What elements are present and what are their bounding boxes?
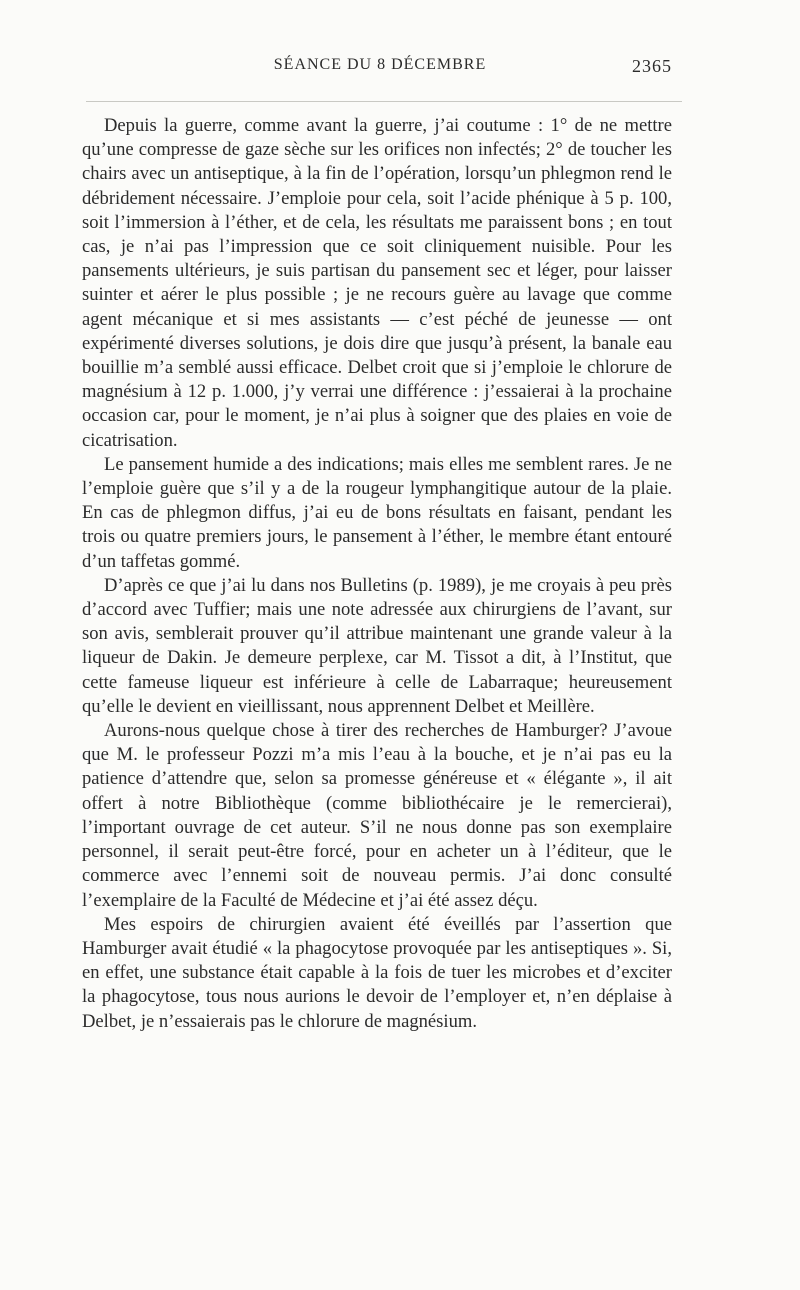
page-number: 2365 xyxy=(632,56,672,76)
running-title: SÉANCE DU 8 DÉCEMBRE xyxy=(273,56,487,73)
header-rule xyxy=(86,101,682,102)
paragraph: Aurons-nous quelque chose à tirer des recherches de Hamburger? J’avoue que M. le professeur Pozzi m’a mis l’eau à la bouche, et je n’ai pas eu la patience d’attendre que, selon sa promesse généreuse et « élégante », il ait offert à notre Bibliothèque (comme bibliothécaire je le remercierai), l’important ouvrage de cet auteur. S’il ne nous donne pas son exemplaire personnel, il serait peut-être forcé, pour en acheter un à l’éditeur, que le commerce avec l’ennemi soit de nouveau permis. J’ai donc consulté l’exemplaire de la Faculté de Médecine et j’ai été assez déçu. xyxy=(82,720,672,911)
paragraph: D’après ce que j’ai lu dans nos Bulletins (p. 1989), je me croyais à peu près d’accord avec Tuffier; mais une note adressée aux chirurgiens de l’avant, sur son avis, semblerait prouver qu’il attribue maintenant une grande valeur à la liqueur de Dakin. Je demeure perplexe, car M. Tissot a dit, à l’Institut, que cette fameuse liqueur est inférieure à celle de Labarraque; heureusement qu’elle le devient en vieillissant, nous apprennent Delbet et Meillère. xyxy=(82,574,672,717)
running-head xyxy=(88,56,672,86)
body-text xyxy=(82,114,672,1034)
paragraph: Mes espoirs de chirurgien avaient été éveillés par l’assertion que Hamburger avait étudié « la phagocytose provoquée par les antiseptiques ». Si, en effet, une substance était capable à la fois de tuer les microbes et d’exciter la phagocytose, tous nous aurions le devoir de l’employer et, n’en déplaise à Delbet, je n’essaierais pas le chlorure de magnésium. xyxy=(82,913,672,1032)
paragraph: Le pansement humide a des indications; mais elles me semblent rares. Je ne l’emploie guère que s’il y a de la rougeur lymphangitique autour de la plaie. En cas de phlegmon diffus, j’ai eu de bons résultats en faisant, pendant les trois ou quatre premiers jours, le pansement à l’éther, le membre étant entouré d’un taffetas gommé. xyxy=(82,453,672,572)
paragraph: Depuis la guerre, comme avant la guerre, j’ai coutume : 1° de ne mettre qu’une compresse de gaze sèche sur les orifices non infectés; 2° de toucher les chairs avec un antiseptique, à la fin de l’opération, lorsqu’un phlegmon rend le débridement nécessaire. J’emploie pour cela, soit l’acide phénique à 5 p. 100, soit l’immersion à l’éther, et de cela, les résultats me paraissent bons ; en tout cas, je n’ai pas l’impression que ce soit cliniquement nuisible. Pour les pansements ultérieurs, je suis partisan du pansement sec et léger, pour laisser suinter et aérer le plus possible ; je ne recours guère au lavage que comme agent mécanique et si mes assistants — c’est péché de jeunesse — ont expérimenté diverses solutions, je dois dire que jusqu’à présent, la banale eau bouillie m’a semblé aussi efficace. Delbet croit que si j’emploie le chlorure de magnésium à 12 p. 1.000, j’y verrai une différence : j’essaierai à la prochaine occasion car, pour le moment, je n’ai plus à soigner que des plaies en voie de cicatrisation. xyxy=(82,115,672,451)
